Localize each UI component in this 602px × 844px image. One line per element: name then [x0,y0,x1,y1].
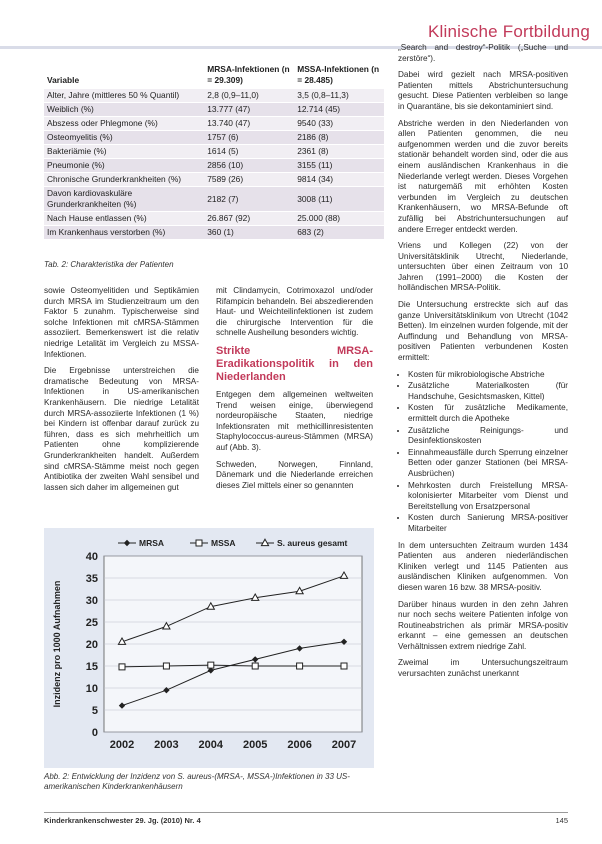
y-tick-label: 35 [85,573,98,585]
table-cell: 1757 (6) [204,131,294,145]
section-heading: Strikte MRSA-Eradikationspolitik in den Niederlanden [216,344,373,383]
table-cell: 9814 (34) [294,173,384,187]
table-row [44,145,384,159]
table-row [44,89,384,103]
chart-caption: Abb. 2: Entwicklung der Inzidenz von S. aureus-(MRSA-, MSSA-)Infektionen in 33 US-amerikanischen Kinderkrankenhäusern [44,772,350,791]
list-item: • Kosten für mikrobiologische Abstriche [408,370,568,381]
paragraph: Vriens und Kollegen (22) von der Universitätsklinik Utrecht, Niederlande, untersuchten über einen Zeitraum von 10 Jahren (1991–2000) die Kosten der holländischen MRSA-Politik. [398,241,568,293]
table-row [44,173,384,187]
table-cell: Pneumonie (%) [44,159,204,173]
y-axis-label: Inzidenz pro 1000 Aufnahmen [52,580,62,708]
data-point [119,664,125,670]
text-column-3 [398,43,568,686]
table-row [44,187,384,212]
paragraph: Abstriche werden in den Niederlanden von allen Patienten genommen, die neu aufgenommen werden und die zuvor bereits stationär behandelt worden sind, oder die aus einem ausländischen Krankenhaus in die Niederlande verlegt werden. Dieses Vorgehen ist naturgemäß mit erhöhten Kosten verbunden im Vergleich zu deutschen Krankenhäusern, wo MRSA-Befunde oft zufällig bei Abstrichuntersuchungen auf andere Erreger entdeckt werden. [398,118,568,234]
table-header: MSSA-Infektionen (n = 28.485) [297,64,380,85]
table-cell: 2186 (8) [294,131,384,145]
data-point [341,663,347,669]
list-item: • Einnahmeausfälle durch Sperrung einzelner Betten oder ganzer Stationen (bei MRSA-Ausbrüchen) [408,448,568,480]
paragraph: „Search and destroy“-Politik („Suche und zerstöre“). [398,43,568,63]
table-header: MRSA-Infektionen (n = 29.309) [207,64,290,85]
text-column-2 [216,286,373,497]
table-row [44,103,384,117]
data-point [208,662,214,668]
footer-rule [44,812,568,813]
table-cell: 2361 (8) [294,145,384,159]
table-row [44,159,384,173]
x-tick-label: 2004 [198,739,224,751]
y-tick-label: 25 [85,617,98,629]
legend-label: S. aureus gesamt [277,538,348,548]
paragraph: Die Ergebnisse unterstreichen die dramatische Bedeutung von MRSA-Infektionen in US-amerikanischen Krankenhäusern. Die niedrige Letalität durch MRSA-assoziierte Infektionen (1 %) bei Kindern ist offenbar darauf zurück zu führen, dass es sich mehrheitlich um Patienten ohne komplizierende Grunderkrankheiten handelt. Außerdem sind cMRSA-Stämme meist noch gegen Antibiotika der zweiten Wahl sensibel und lassen sich daher im allgemeinen gut [44,366,199,492]
y-tick-label: 5 [91,705,98,717]
table-cell: 25.000 (88) [294,212,384,226]
list-item: • Zusätzliche Materialkosten (für Handschuhe, Gesichtsmasken, Kittel) [408,381,568,402]
table-cell: Chronische Grunderkrankheiten (%) [44,173,204,187]
table-cell: Osteomyelitis (%) [44,131,204,145]
data-point [297,663,303,669]
list-item: • Kosten durch Sanierung MRSA-positiver Mitarbeiter [408,513,568,534]
y-tick-label: 20 [85,639,98,651]
patient-table [44,62,384,239]
paragraph: Zweimal im Untersuchungszeitraum verursachten zunächst unerkannt [398,658,568,679]
x-tick-label: 2005 [242,739,268,751]
y-tick-label: 0 [91,727,98,739]
table-cell: 3155 (11) [294,159,384,173]
table-cell: 9540 (33) [294,117,384,131]
journal-footer: Kinderkrankenschwester 29. Jg. (2010) Nr. 4 [44,816,201,825]
table-cell: Weiblich (%) [44,103,204,117]
table-cell: Davon kardiovaskuläre Grunderkrankheiten (%) [44,187,204,212]
page-number: 145 [555,816,568,825]
table-cell: 360 (1) [204,226,294,240]
table-cell: 2856 (10) [204,159,294,173]
list-item: • Zusätzliche Reinigungs- und Desinfektionskosten [408,426,568,447]
table-cell: 2,8 (0,9–11,0) [204,89,294,103]
table-cell: 12.714 (45) [294,103,384,117]
data-point [163,663,169,669]
cost-list [398,370,568,535]
y-tick-label: 10 [85,683,98,695]
y-tick-label: 15 [85,661,98,673]
table-row [44,117,384,131]
table-cell: Abszess oder Phlegmone (%) [44,117,204,131]
paragraph: Die Untersuchung erstreckte sich auf das ganze Universitätsklinikum von Utrecht (1042 Betten). Im einzelnen wurden folgende, mit der Auffindung und Behandlung von MRSA-positiven Patienten verbundenen Kosten ermittelt: [398,300,568,363]
incidence-line-chart [44,528,374,768]
table-cell: Im Krankenhaus verstorben (%) [44,226,204,240]
paragraph: mit Clindamycin, Cotrimoxazol und/oder Rifampicin behandeln. Bei abszedierenden Haut- und Weichteilinfektionen ist zudem die chirurgische Intervention für die schnelle Ausheilung besonders wichtig. [216,286,373,338]
table-cell: 2182 (7) [204,187,294,212]
y-tick-label: 40 [85,551,98,563]
table-cell: Alter, Jahre (mittleres 50 % Quantil) [44,89,204,103]
data-point [252,663,258,669]
table-cell: 13.740 (47) [204,117,294,131]
table-row [44,131,384,145]
paragraph: Schweden, Norwegen, Finnland, Dänemark und die Niederlande erreichen dieses Ziel mittels einer so genannten [216,459,373,490]
table-cell: Bakteriämie (%) [44,145,204,159]
paragraph: sowie Osteomyelitiden und Septikämien durch MRSA im Studienzeitraum um den Faktor 5 zunahm. Typischerweise sind solche Infektionen mit cMRSA-Stämmen assoziiert. Bemerkenswert ist die relativ niedrige Letalität im Vergleich zu MSSA-Infektionen. [44,286,199,359]
paragraph: Dabei wird gezielt nach MRSA-positiven Patienten mittels Abstrichuntersuchung gesucht. Diese Patienten verbleiben so lange in Quarantäne, bis sie dekontaminiert sind. [398,70,568,111]
table-caption: Tab. 2: Charakteristika der Patienten [44,260,174,269]
table-cell: 3,5 (0,8–11,3) [294,89,384,103]
y-tick-label: 30 [85,595,98,607]
table-cell: 3008 (11) [294,187,384,212]
section-title: Klinische Fortbildung [427,22,590,41]
legend-marker [196,540,202,546]
table-row [44,226,384,240]
list-item: • Mehrkosten durch Freistellung MRSA-kolonisierter Mitarbeiter vom Dienst und Bereitstellung von Ersatzpersonal [408,481,568,513]
table-cell: Nach Hause entlassen (%) [44,212,204,226]
text-column-1 [44,286,199,499]
x-tick-label: 2003 [154,739,179,751]
table-cell: 26.867 (92) [204,212,294,226]
legend-label: MRSA [139,538,165,548]
table-cell: 13.777 (47) [204,103,294,117]
paragraph: In dem untersuchten Zeitraum wurden 1434 Patienten aus anderen niederländischen Kliniken verlegt und 1145 Patienten aus ausländischen Kliniken aufgenommen. Von diesen waren 16 bzw. 38 MRSA-positiv. [398,540,568,592]
paragraph: Entgegen dem allgemeinen weltweiten Trend weisen einige, überwiegend nordeuropäische Staaten, niedrige Infektionsraten mit methicillinresistenten Staphylococcus-aureus-Stämmen (MRSA) auf (Abb. 3). [216,389,373,452]
table-cell: 683 (2) [294,226,384,240]
x-tick-label: 2002 [109,739,135,751]
x-tick-label: 2006 [287,739,312,751]
table-header: Variable [47,75,80,85]
table-cell: 1614 (5) [204,145,294,159]
table-row [44,212,384,226]
legend-label: MSSA [211,538,236,548]
paragraph: Darüber hinaus wurden in den zehn Jahren nur noch sechs weitere Patienten infolge von Routineabstrichen als primär MRSA-positiv erkannt – eine gemessen an deutschen Verhältnissen extrem niedrige Zahl. [398,599,568,651]
x-tick-label: 2007 [331,739,357,751]
table-cell: 7589 (26) [204,173,294,187]
list-item: • Kosten für zusätzliche Medikamente, ermittelt durch die Apotheke [408,403,568,424]
